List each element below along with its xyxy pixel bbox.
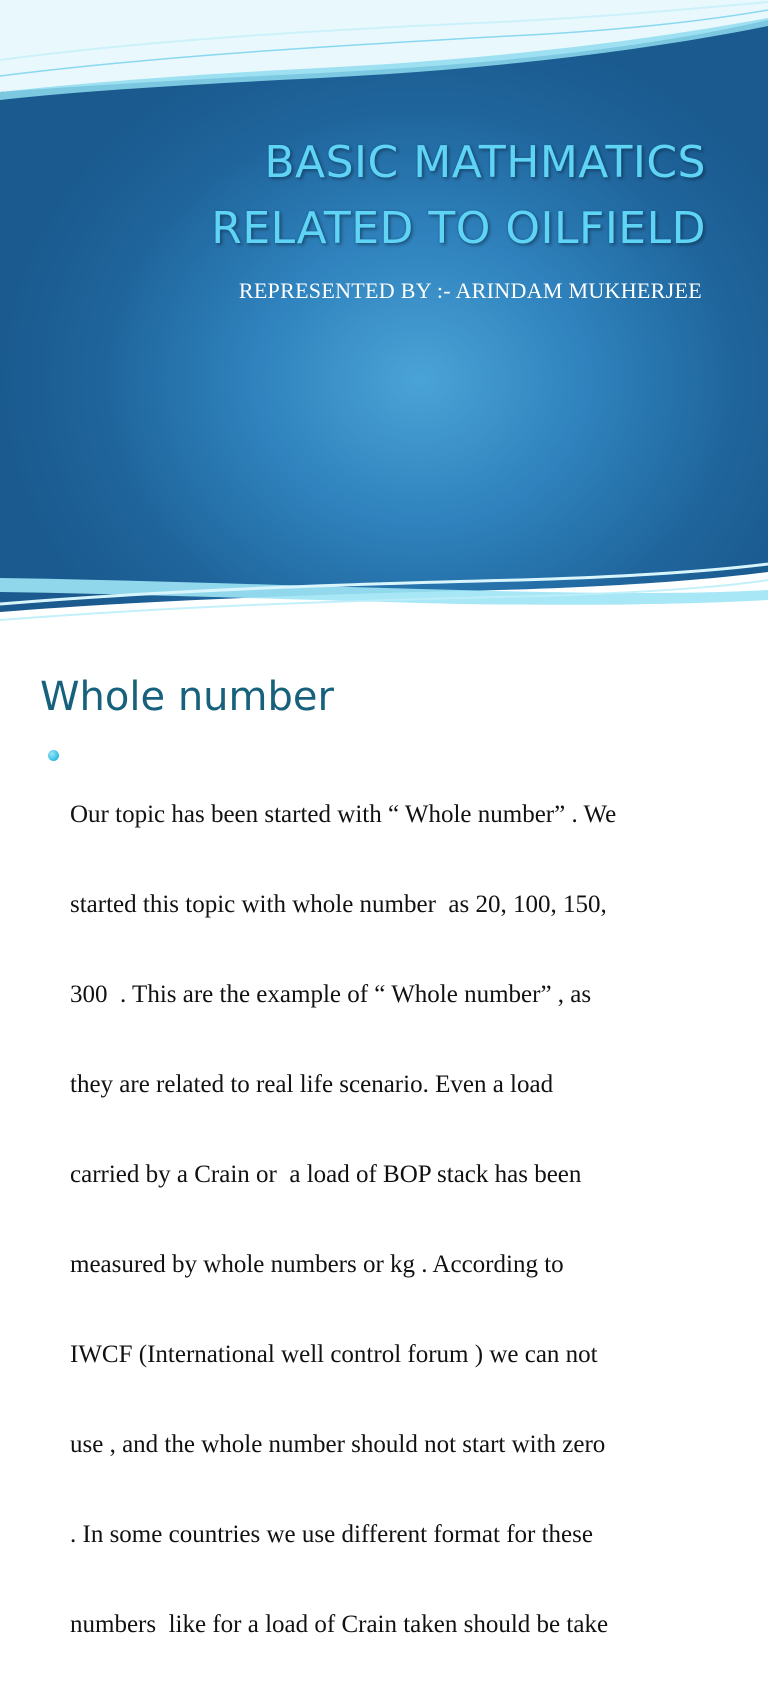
bullet-text-line: . In some countries we use different format for these — [70, 1521, 593, 1548]
bullet-text-line: started this topic with whole number as 20, 100, 150, — [70, 891, 607, 918]
bottom-wave-decoration — [0, 560, 768, 660]
bullet-text-line: 300 . This are the example of “ Whole number” , as — [70, 981, 592, 1008]
slide-subtitle: REPRESENTED BY :- ARINDAM MUKHERJEE — [238, 278, 702, 303]
round-bullet-icon — [48, 750, 59, 761]
bullet-text-line: IWCF (International well control forum ) we can not — [70, 1341, 598, 1368]
bullet-text-line: measured by whole numbers or kg . According to — [70, 1251, 564, 1278]
bullet-text-line: Our topic has been started with “ Whole number” . We — [70, 801, 617, 828]
content-slide — [0, 660, 768, 1638]
title-slide — [0, 0, 768, 660]
bullet-text-line: use , and the whole number should not start with zero — [70, 1431, 606, 1458]
slide-title-line-1: BASIC MATHMATICS — [264, 137, 706, 188]
bullet-item — [48, 740, 738, 1700]
slide-title — [66, 130, 706, 262]
slide-title-line-2: RELATED TO OILFIELD — [211, 203, 706, 254]
bullet-text-line: they are related to real life scenario. Even a load — [70, 1071, 554, 1098]
content-heading: Whole number — [40, 674, 334, 720]
top-wave-decoration — [0, 0, 768, 110]
bullet-text — [70, 740, 738, 1700]
bullet-text-line: carried by a Crain or a load of BOP stack has been — [70, 1161, 582, 1188]
bullet-text-line: numbers like for a load of Crain taken should be take — [70, 1611, 609, 1638]
